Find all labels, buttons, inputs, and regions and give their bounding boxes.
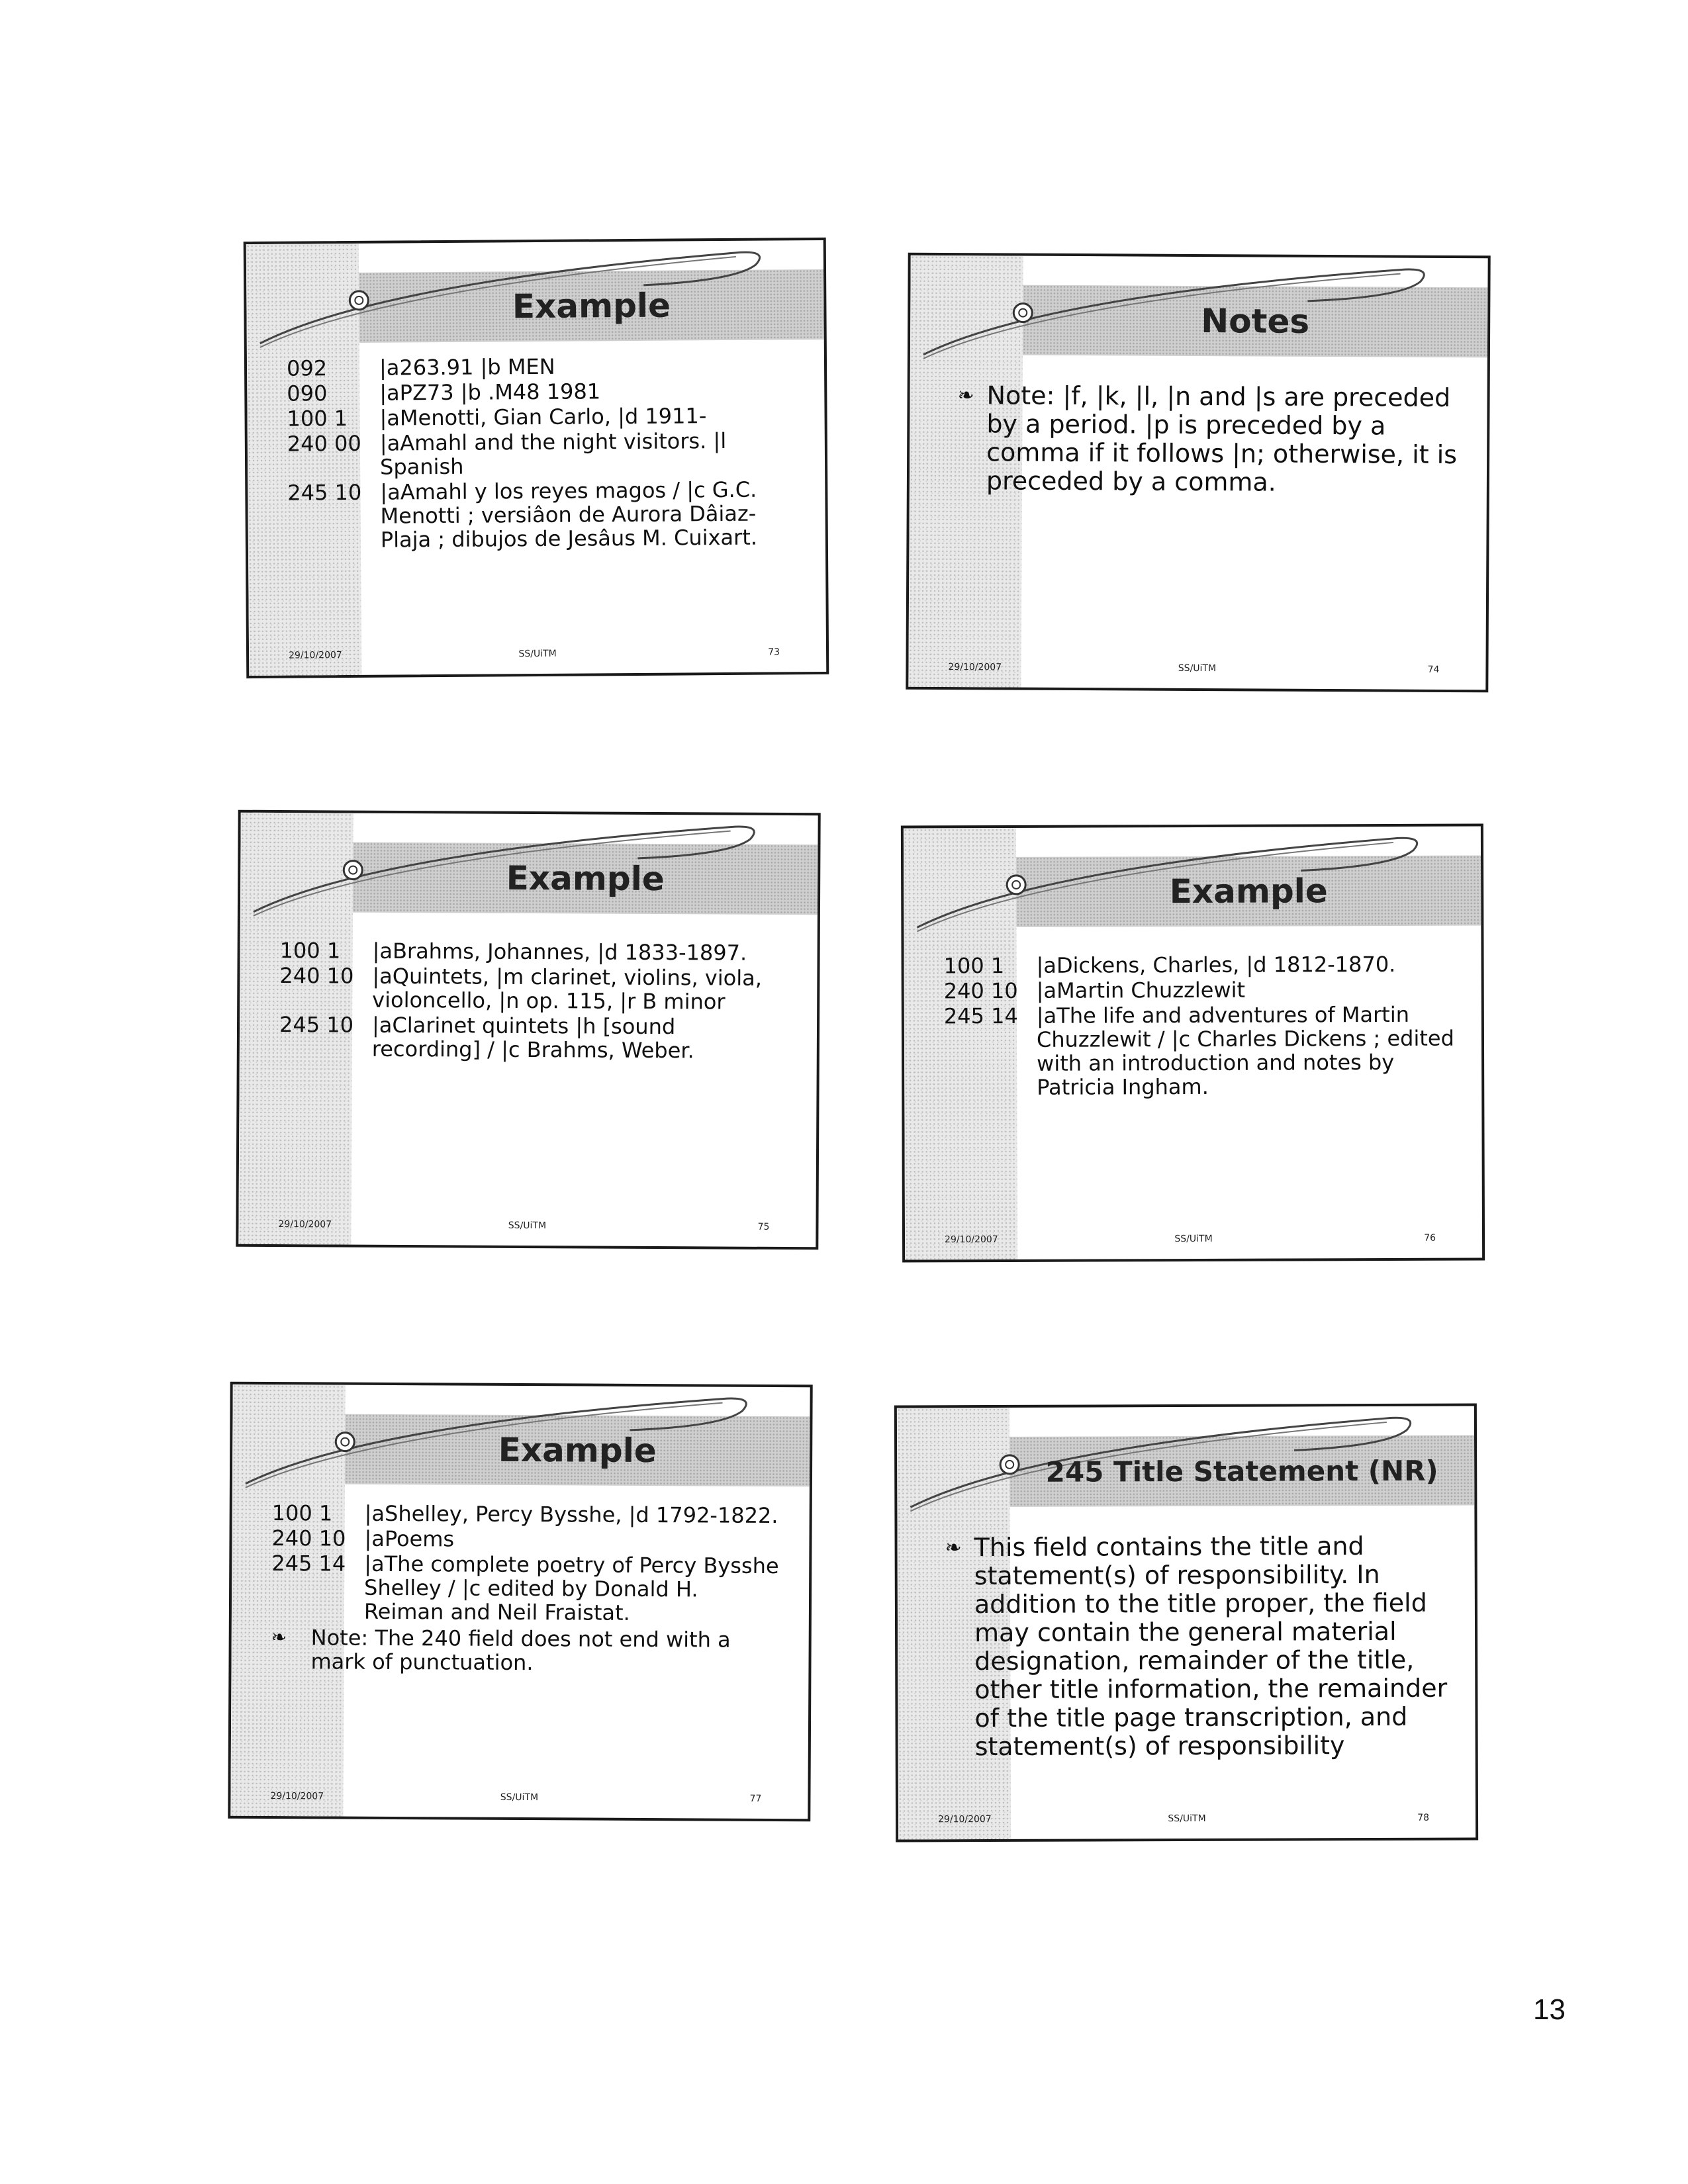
marc-record bbox=[944, 1003, 1455, 1100]
slide-76 bbox=[901, 823, 1485, 1262]
marc-record bbox=[287, 428, 798, 479]
footer-date: 29/10/2007 bbox=[948, 662, 1002, 673]
marc-record bbox=[279, 1013, 790, 1063]
footer-source: SS/UiTM bbox=[1174, 1233, 1213, 1245]
slide-body bbox=[945, 1532, 1449, 1762]
bullet-note bbox=[957, 381, 1461, 498]
slide-77 bbox=[228, 1382, 812, 1822]
slide-number: 74 bbox=[1427, 664, 1440, 675]
footer-date: 29/10/2007 bbox=[278, 1219, 332, 1230]
marc-value: |aPZ73 |b .M48 1981 bbox=[379, 379, 601, 406]
marc-value: |aMartin Chuzzlewit bbox=[1036, 977, 1246, 1003]
marc-record bbox=[280, 938, 791, 965]
note-text: Note: |f, |k, |l, |n and |s are preceded by a period. |p is preceded by a comma if it follows |n; otherwise, it is preceded by a comma. bbox=[986, 381, 1458, 497]
marc-record bbox=[272, 1501, 783, 1527]
slide-title: 245 Title Statement (NR) bbox=[1045, 1454, 1438, 1488]
slide-78 bbox=[894, 1403, 1478, 1842]
marc-tag: 100 1 bbox=[287, 405, 348, 432]
slide-number: 77 bbox=[749, 1793, 762, 1804]
footer-date: 29/10/2007 bbox=[938, 1814, 992, 1825]
slide-title: Notes bbox=[1201, 302, 1310, 341]
note-text: Note: The 240 field does not end with a mark of punctuation. bbox=[310, 1625, 731, 1676]
feather-bullet-icon: ❧ bbox=[945, 1536, 962, 1560]
slide-body bbox=[957, 381, 1461, 498]
marc-tag: 245 14 bbox=[943, 1003, 1018, 1029]
marc-record bbox=[944, 952, 1455, 978]
marc-value: |aQuintets, |m clarinet, violins, viola, violoncello, |n op. 115, |r B minor bbox=[372, 963, 763, 1015]
slide-73 bbox=[244, 238, 829, 678]
marc-record-list bbox=[271, 1501, 782, 1676]
slide-number: 78 bbox=[1417, 1812, 1430, 1823]
slide-75 bbox=[236, 810, 820, 1250]
marc-tag: 100 1 bbox=[271, 1500, 333, 1526]
page-number: 13 bbox=[1533, 1993, 1566, 2026]
marc-record-list bbox=[279, 938, 791, 1064]
marc-value: |aPoems bbox=[364, 1525, 455, 1552]
footer-source: SS/UiTM bbox=[500, 1792, 539, 1803]
bullet-note bbox=[271, 1625, 782, 1676]
footer-source: SS/UiTM bbox=[508, 1220, 547, 1232]
slide-74 bbox=[906, 253, 1490, 693]
marc-tag: 240 10 bbox=[271, 1525, 346, 1551]
marc-record bbox=[279, 964, 790, 1014]
feather-bullet-icon: ❧ bbox=[957, 384, 974, 408]
marc-tag: 245 10 bbox=[287, 479, 362, 506]
footer-date: 29/10/2007 bbox=[945, 1234, 998, 1246]
marc-record-list bbox=[287, 353, 799, 553]
marc-record bbox=[287, 353, 798, 380]
marc-value: |aThe complete poetry of Percy Bysshe Shelley / |c edited by Donald H. Reiman and Neil Fraistat. bbox=[363, 1551, 779, 1625]
marc-tag: 092 bbox=[286, 355, 328, 381]
marc-record-list bbox=[944, 952, 1456, 1101]
bullet-note bbox=[945, 1532, 1449, 1762]
marc-tag: 240 00 bbox=[287, 430, 361, 457]
footer-date: 29/10/2007 bbox=[289, 650, 342, 661]
marc-value: |a263.91 |b MEN bbox=[379, 353, 555, 381]
marc-record bbox=[944, 978, 1455, 1003]
slide-title: Example bbox=[506, 858, 665, 899]
note-text: This field contains the title and statement(s) of responsibility. In addition to the title proper, the field may contain the general material designation, remainder of the title, other title information, the remainder of the title page transcription, and statement(s) of responsibility bbox=[974, 1531, 1448, 1762]
marc-tag: 245 10 bbox=[279, 1012, 354, 1038]
marc-tag: 100 1 bbox=[279, 938, 341, 964]
marc-record bbox=[271, 1526, 782, 1553]
slide-title: Example bbox=[512, 286, 671, 326]
marc-value: |aThe life and adventures of Martin Chuzzlewit / |c Charles Dickens ; edited with an introduction and notes by Patricia Ingham. bbox=[1036, 1001, 1454, 1100]
slide-number: 73 bbox=[768, 647, 780, 658]
marc-tag: 090 bbox=[287, 381, 328, 406]
slide-title: Example bbox=[1169, 872, 1328, 911]
marc-value: |aClarinet quintets |h [sound recording] / |c Brahms, Weber. bbox=[371, 1012, 694, 1064]
marc-tag: 245 14 bbox=[271, 1551, 346, 1576]
footer-source: SS/UiTM bbox=[1168, 1813, 1206, 1825]
marc-record bbox=[287, 403, 798, 430]
marc-record bbox=[287, 477, 799, 552]
slide-number: 75 bbox=[757, 1221, 770, 1232]
footer-source: SS/UiTM bbox=[1178, 662, 1217, 674]
marc-value: |aShelley, Percy Bysshe, |d 1792-1822. bbox=[364, 1500, 778, 1529]
footer-source: SS/UiTM bbox=[518, 648, 557, 660]
marc-value: |aMenotti, Gian Carlo, |d 1911- bbox=[379, 403, 707, 431]
marc-record bbox=[287, 378, 798, 405]
footer-date: 29/10/2007 bbox=[270, 1791, 324, 1802]
marc-value: |aDickens, Charles, |d 1812-1870. bbox=[1036, 951, 1396, 978]
marc-tag: 100 1 bbox=[943, 952, 1005, 979]
marc-value: |aAmahl and the night visitors. |l Spanish bbox=[379, 428, 727, 480]
marc-value: |aAmahl y los reyes magos / |c G.C. Menotti ; versiâon de Aurora Dâiaz-Plaja ; dibujos de Jesâus M. Cuixart. bbox=[380, 477, 758, 553]
slide-title: Example bbox=[498, 1430, 657, 1471]
marc-tag: 240 10 bbox=[943, 978, 1018, 1004]
marc-value: |aBrahms, Johannes, |d 1833-1897. bbox=[372, 938, 747, 966]
feather-bullet-icon: ❧ bbox=[271, 1626, 287, 1649]
slide-number: 76 bbox=[1424, 1232, 1436, 1244]
marc-record bbox=[271, 1551, 783, 1625]
marc-tag: 240 10 bbox=[279, 963, 354, 989]
